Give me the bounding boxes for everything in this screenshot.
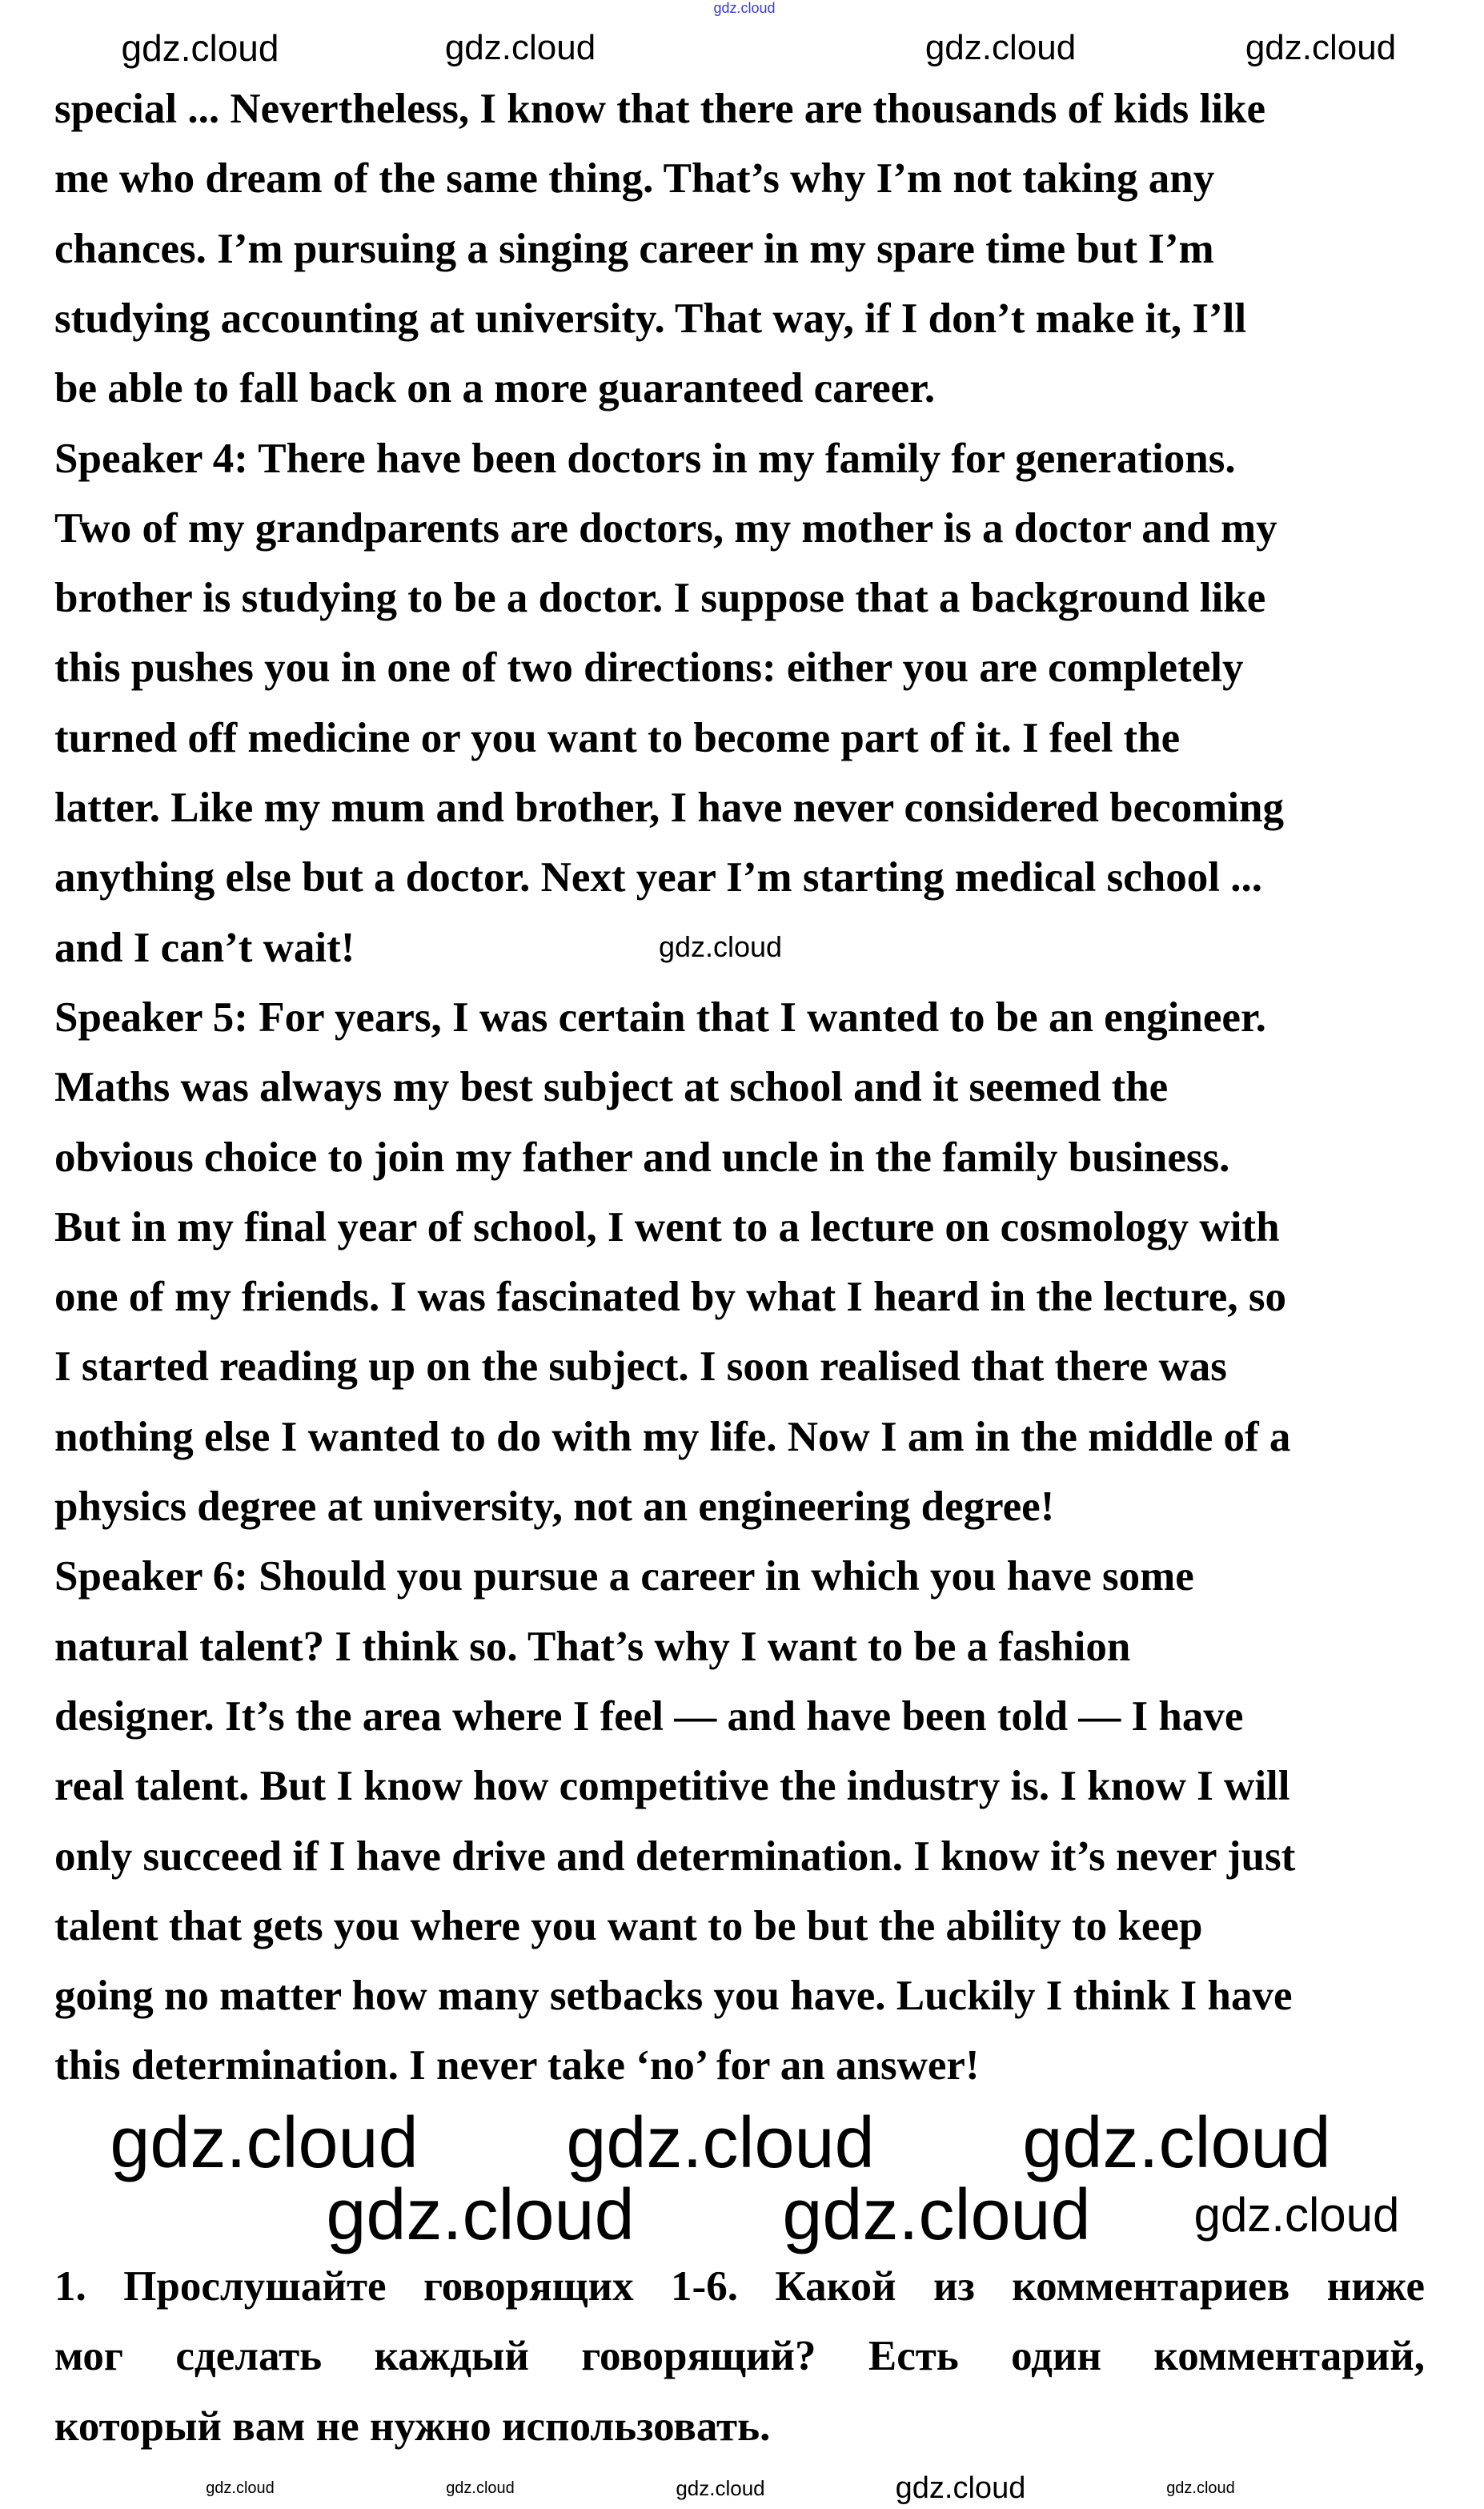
watermark: gdz.cloud bbox=[444, 28, 596, 67]
text-line: me who dream of the same thing. That’s why I’m not taking any bbox=[54, 155, 1215, 203]
watermark: gdz.cloud bbox=[1245, 28, 1397, 67]
watermark: gdz.cloud bbox=[1193, 2188, 1400, 2242]
text-line: brother is studying to be a doctor. I suppose that a background like bbox=[54, 575, 1266, 622]
text-line: chances. I’m pursuing a singing career in my spare time but I’m bbox=[54, 225, 1214, 272]
task-line: который вам не нужно использовать. bbox=[54, 2403, 771, 2450]
text-line: studying accounting at university. That way, if I don’t make it, I’ll bbox=[54, 295, 1247, 342]
watermark: gdz.cloud bbox=[446, 2479, 515, 2497]
text-line: turned off medicine or you want to become part of it. I feel the bbox=[54, 714, 1181, 761]
task-line: мог сделать каждый говорящий? Есть один комментарий, bbox=[54, 2333, 1425, 2380]
text-line: Maths was always my best subject at school and it seemed the bbox=[54, 1064, 1169, 1111]
text-line: one of my friends. I was fascinated by what I heard in the lecture, so bbox=[54, 1274, 1286, 1321]
watermark: gdz.cloud bbox=[782, 2175, 1091, 2255]
watermark: gdz.cloud bbox=[566, 2103, 875, 2183]
text-line: physics degree at university, not an engineering degree! bbox=[54, 1483, 1055, 1530]
task-line: 1. Прослушайте говорящих 1-6. Какой из комментариев ниже bbox=[54, 2263, 1425, 2310]
text-line: real talent. But I know how competitive the industry is. I know I will bbox=[54, 1763, 1290, 1810]
text-line: Two of my grandparents are doctors, my mother is a doctor and my bbox=[54, 504, 1277, 552]
text-line: latter. Like my mum and brother, I have never considered becoming bbox=[54, 785, 1285, 831]
text-line: this determination. I never take ‘no’ for an answer! bbox=[54, 2042, 980, 2089]
watermark: gdz.cloud bbox=[1166, 2479, 1235, 2497]
text-line: Speaker 6: Should you pursue a career in which you have some bbox=[54, 1553, 1194, 1600]
watermark: gdz.cloud bbox=[1022, 2103, 1331, 2183]
text-line: special ... Nevertheless, I know that there are thousands of kids like bbox=[54, 86, 1266, 132]
text-line: be able to fall back on a more guaranteed career. bbox=[54, 365, 936, 412]
text-line: natural talent? I think so. That’s why I want to be a fashion bbox=[54, 1623, 1131, 1670]
watermark: gdz.cloud bbox=[326, 2175, 635, 2255]
watermark: gdz.cloud bbox=[658, 930, 783, 963]
text-line: going no matter how many setbacks you have. Luckily I think I have bbox=[54, 1973, 1293, 2020]
watermark: gdz.cloud bbox=[676, 2476, 765, 2500]
text-line: designer. It’s the area where I feel — and have been told — I have bbox=[54, 1692, 1244, 1740]
watermark: gdz.cloud bbox=[895, 2471, 1026, 2505]
text-line: anything else but a doctor. Next year I’m starting medical school ... bbox=[54, 854, 1262, 901]
text-line: obvious choice to join my father and uncle in the family business. bbox=[54, 1134, 1230, 1181]
watermark: gdz.cloud bbox=[924, 28, 1077, 67]
text-line: talent that gets you where you want to be but the ability to keep bbox=[54, 1902, 1203, 1949]
text-line: only succeed if I have drive and determination. I know it’s never just bbox=[54, 1833, 1296, 1880]
watermark: gdz.cloud bbox=[206, 2479, 275, 2497]
watermark-header: gdz.cloud bbox=[713, 0, 776, 16]
text-line: Speaker 4: There have been doctors in my family for generations. bbox=[54, 435, 1236, 482]
watermark: gdz.cloud bbox=[121, 27, 279, 69]
watermark: gdz.cloud bbox=[110, 2103, 419, 2183]
text-line: and I can’t wait! bbox=[54, 924, 355, 971]
text-line: this pushes you in one of two directions: either you are completely bbox=[54, 644, 1244, 692]
text-line: But in my final year of school, I went to a lecture on cosmology with bbox=[54, 1203, 1280, 1250]
text-line: nothing else I wanted to do with my life. Now I am in the middle of a bbox=[54, 1413, 1291, 1460]
text-line: I started reading up on the subject. I soon realised that there was bbox=[54, 1343, 1227, 1391]
text-line: Speaker 5: For years, I was certain that I wanted to be an engineer. bbox=[54, 994, 1266, 1041]
